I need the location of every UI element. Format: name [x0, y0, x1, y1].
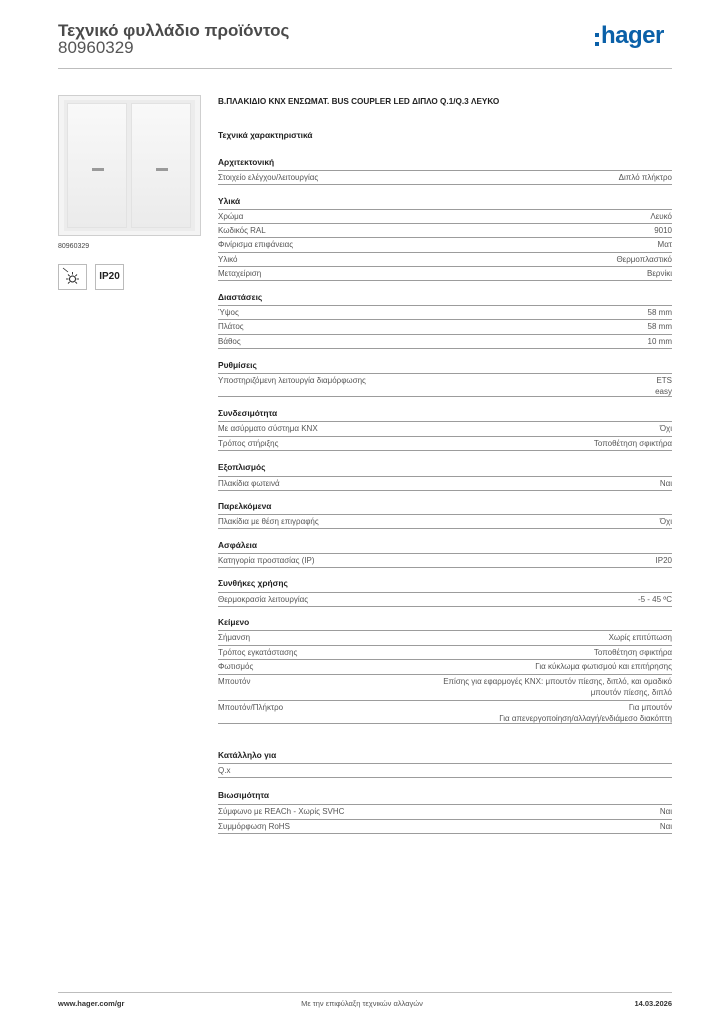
section-title: Κατάλληλο για [218, 750, 277, 760]
spec-row [218, 237, 672, 251]
spec-row [218, 334, 672, 348]
spec-row [218, 252, 672, 266]
spec-label: Μπουτόν [218, 677, 251, 686]
spec-row [218, 630, 672, 644]
spec-value: Ναι [659, 807, 672, 816]
spec-label: Μπουτόν/Πλήκτρο [218, 703, 284, 712]
spec-label: Μεταχείριση [218, 269, 262, 278]
row-divider [218, 723, 672, 724]
spec-value: 58 mm [647, 322, 672, 331]
spec-value: Τοποθέτηση σφικτήρα [593, 439, 672, 448]
spec-row [218, 209, 672, 223]
spec-label: Σύμφωνο με REACh - Χωρίς SVHC [218, 807, 345, 816]
section-title: Εξοπλισμός [218, 462, 266, 472]
product-image [58, 95, 201, 236]
spec-label: Πλάτος [218, 322, 244, 331]
spec-value: Διπλό πλήκτρο [618, 173, 672, 182]
spec-row [218, 373, 672, 396]
spec-value: ETS easy [655, 376, 672, 396]
spec-value: Ναι [659, 822, 672, 831]
spec-value: Όχι [659, 517, 672, 526]
spec-value: Βερνίκι [646, 269, 672, 278]
spec-label: Υποστηριζόμενη λειτουργία διαμόρφωσης [218, 376, 366, 385]
spec-row [218, 804, 672, 818]
row-divider [218, 184, 672, 185]
footer-divider [58, 992, 672, 993]
section-title: Διαστάσεις [218, 292, 263, 302]
spec-row [218, 266, 672, 280]
spec-row [218, 223, 672, 237]
row-divider [218, 606, 672, 607]
product-description: Β.ΠΛΑΚΙΔΙΟ KNX ΕΝΣΩΜΑΤ. BUS COUPLER LED ΔΙΠΛΟ Q.1/Q.3 ΛΕΥΚΟ [218, 97, 500, 106]
led-light-icon [58, 264, 87, 290]
spec-label: Κατηγορία προστασίας (IP) [218, 556, 315, 565]
spec-row [218, 592, 672, 606]
spec-label: Συμμόρφωση RoHS [218, 822, 290, 831]
spec-value: Επίσης για εφαρμογές KNX: μπουτόν πίεσης, διπλό, και ομαδικό μπουτόν πίεσης, διπλό [443, 677, 672, 697]
row-divider [218, 348, 672, 349]
spec-row [218, 319, 672, 333]
page-title: Τεχνικό φυλλάδιο προϊόντος [58, 21, 290, 40]
spec-label: Στοιχείο ελέγχου/λειτουργίας [218, 173, 319, 182]
spec-value: 9010 [654, 226, 672, 235]
row-divider [218, 450, 672, 451]
spec-value: Όχι [659, 424, 672, 433]
row-divider [218, 833, 672, 834]
spec-value: IP20 [655, 556, 672, 565]
spec-row [218, 305, 672, 319]
row-divider [218, 567, 672, 568]
spec-row [218, 421, 672, 435]
rocker-left [67, 103, 127, 228]
spec-row [218, 436, 672, 450]
section-title: Συνθήκες χρήσης [218, 578, 288, 588]
spec-label: Φινίρισμα επιφάνειας [218, 240, 294, 249]
footer-website-link[interactable]: www.hager.com/gr [58, 999, 125, 1008]
spec-value: 10 mm [647, 337, 672, 346]
row-divider [218, 280, 672, 281]
led-indicator-icon [156, 168, 168, 171]
spec-label: Q.x [218, 766, 231, 775]
header-divider [58, 68, 672, 69]
footer-date: 14.03.2026 [634, 999, 672, 1008]
section-title: Κείμενο [218, 617, 250, 627]
spec-value: Θερμοπλαστικό [616, 255, 672, 264]
spec-label: Πλακίδια φωτεινά [218, 479, 280, 488]
spec-label: Τρόπος εγκατάστασης [218, 648, 298, 657]
row-divider [218, 528, 672, 529]
row-divider [218, 396, 672, 397]
spec-value: 58 mm [647, 308, 672, 317]
section-title: Συνδεσιμότητα [218, 408, 278, 418]
row-divider [218, 777, 672, 778]
spec-value: -5 - 45 ºC [637, 595, 672, 604]
spec-row [218, 170, 672, 184]
spec-label: Τρόπος στήριξης [218, 439, 279, 448]
logo-dots-icon [595, 33, 599, 47]
spec-row [218, 659, 672, 673]
specs-heading: Τεχνικά χαρακτηριστικά [218, 130, 313, 140]
spec-label: Βάθος [218, 337, 241, 346]
spec-label: Κωδικός RAL [218, 226, 266, 235]
spec-row [218, 819, 672, 833]
section-title: Ασφάλεια [218, 540, 258, 550]
led-indicator-icon [92, 168, 104, 171]
spec-row [218, 645, 672, 659]
rocker-right [131, 103, 191, 228]
section-title: Ρυθμίσεις [218, 360, 257, 370]
ip20-badge: IP20 [95, 264, 124, 290]
row-divider [218, 490, 672, 491]
spec-value: Για κύκλωμα φωτισμού και επιτήρησης [535, 662, 672, 671]
spec-label: Με ασύρματο σύστημα KNX [218, 424, 318, 433]
spec-value: Λευκό [650, 212, 672, 221]
spec-label: Χρώμα [218, 212, 244, 221]
spec-row [218, 763, 672, 777]
spec-label: Υλικό [218, 255, 238, 264]
spec-label: Θερμοκρασία λειτουργίας [218, 595, 309, 604]
logo-wordmark: hager [601, 22, 664, 49]
section-title: Παρελκόμενα [218, 501, 272, 511]
spec-label: Φωτισμός [218, 662, 254, 671]
spec-label: Σήμανση [218, 633, 251, 642]
section-title: Υλικά [218, 196, 241, 206]
section-title: Αρχιτεκτονική [218, 157, 275, 167]
spec-value: Για μπουτόν Για απενεργοποίηση/αλλαγή/ενδιάμεσο διακόπτη [499, 703, 672, 723]
spec-value: Ματ [657, 240, 672, 249]
image-caption: 80960329 [58, 243, 90, 250]
spec-row [218, 553, 672, 567]
spec-value: Τοποθέτηση σφικτήρα [593, 648, 672, 657]
spec-row [218, 514, 672, 528]
spec-label: Πλακίδια με θέση επιγραφής [218, 517, 319, 526]
spec-row [218, 476, 672, 490]
spec-label: Ύψος [218, 308, 239, 317]
spec-row [218, 700, 672, 723]
spec-value: Ναι [659, 479, 672, 488]
product-code: 80960329 [58, 38, 134, 57]
spec-row [218, 674, 672, 697]
footer-note: Με την επιφύλαξη τεχνικών αλλαγών [301, 999, 423, 1008]
spec-value: Χωρίς επιτύπωση [608, 633, 672, 642]
section-title: Βιωσιμότητα [218, 790, 270, 800]
